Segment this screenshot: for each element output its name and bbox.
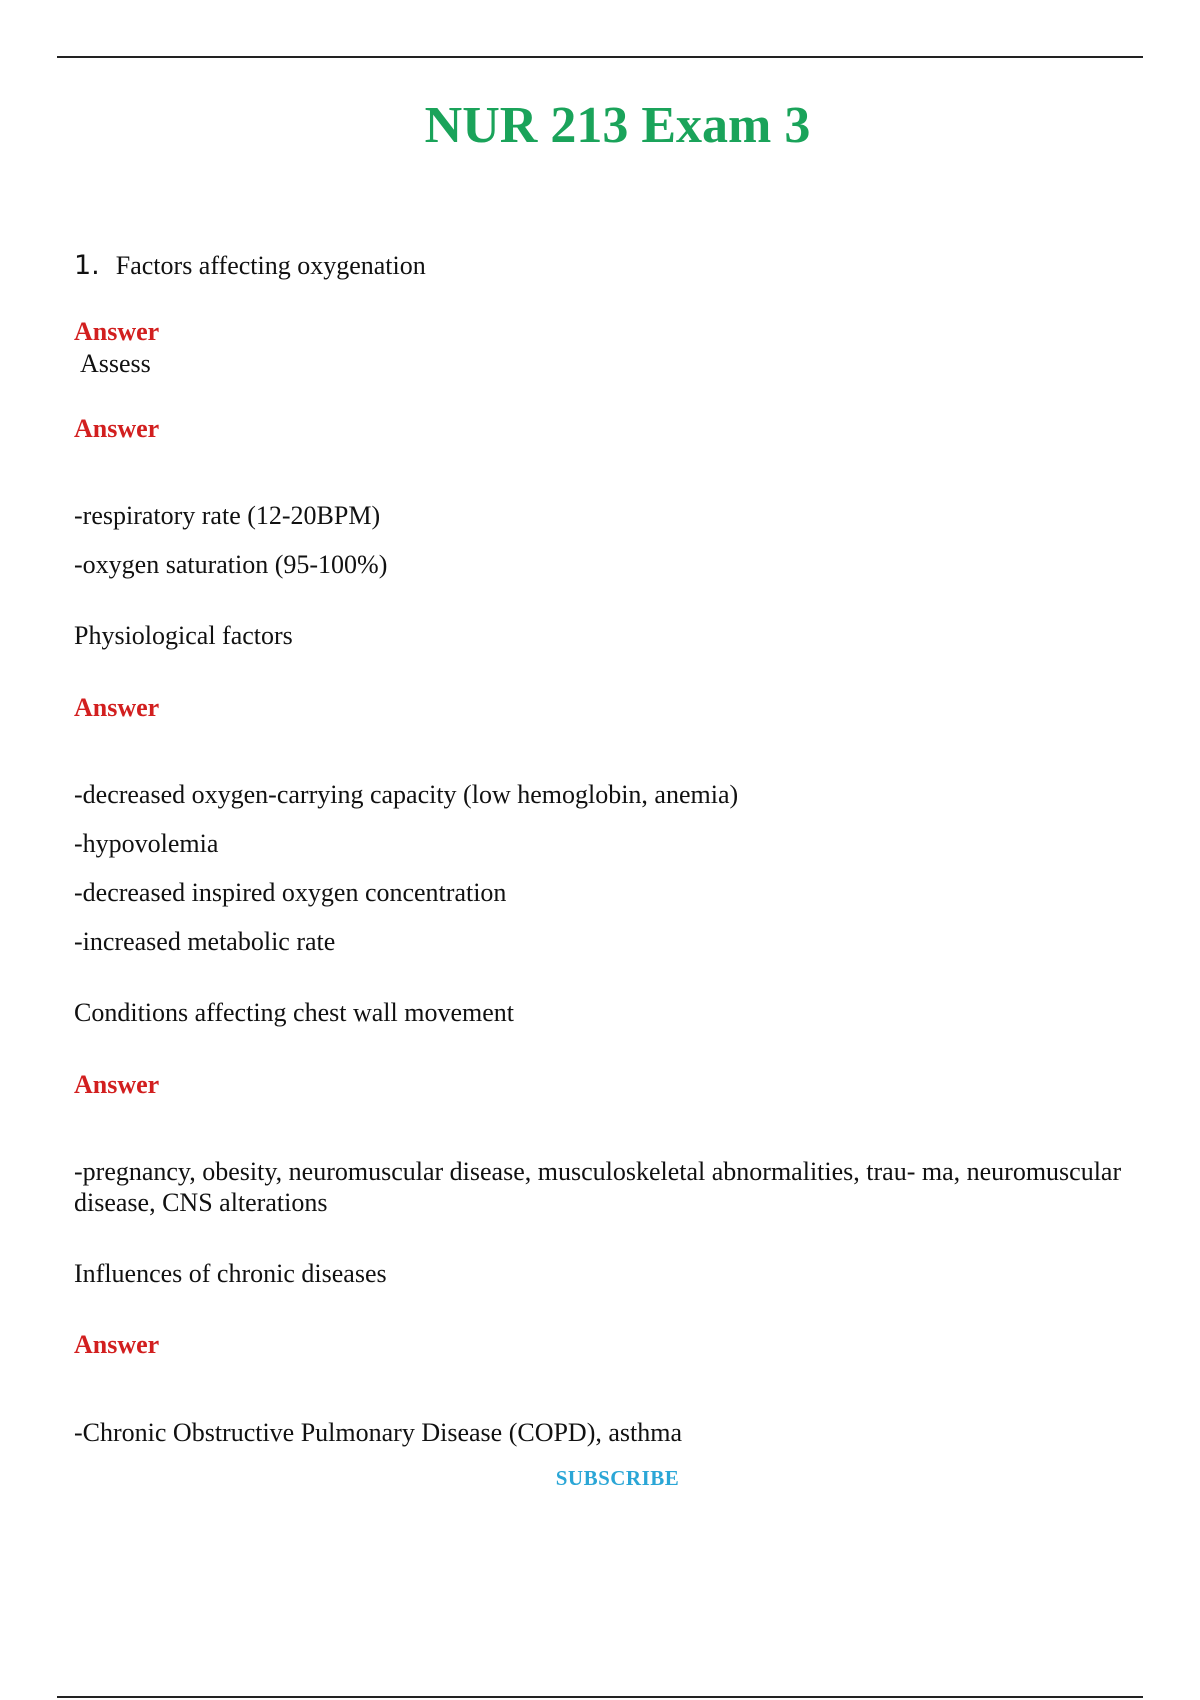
answer-item: -hypovolemia	[74, 828, 219, 858]
question-1	[74, 250, 1134, 282]
answer-label: Answer	[74, 1069, 160, 1099]
answer-item: -decreased inspired oxygen concentration	[74, 878, 507, 908]
answer-label: Answer	[74, 413, 160, 443]
question-text: Factors affecting oxygenation	[115, 251, 426, 280]
answer-label: Answer	[74, 317, 160, 347]
section-heading: Physiological factors	[74, 621, 293, 651]
answer-item: -pregnancy, obesity, neuromuscular disease, musculoskeletal abnormalities, trau- ma, neuromuscular disease, CNS alterations	[74, 1156, 1122, 1218]
page-title: NUR 213 Exam 3	[424, 97, 811, 154]
answer-item: -oxygen saturation (95-100%)	[74, 550, 388, 580]
answer-item: -Chronic Obstructive Pulmonary Disease (COPD), asthma	[74, 1417, 683, 1447]
document-body	[74, 250, 1134, 1448]
bottom-rule	[57, 1696, 1143, 1698]
subscribe-link[interactable]: SUBSCRIBE	[555, 1466, 680, 1490]
answer-text: Assess	[80, 348, 151, 378]
section-heading: Conditions affecting chest wall movement	[74, 998, 514, 1028]
top-rule	[57, 56, 1143, 58]
question-number: 1.	[74, 250, 100, 281]
section-heading: Influences of chronic diseases	[74, 1259, 387, 1289]
answer-item: -increased metabolic rate	[74, 927, 336, 957]
answer-item: -respiratory rate (12-20BPM)	[74, 500, 381, 530]
answer-label: Answer	[74, 692, 160, 722]
answer-label: Answer	[74, 1330, 160, 1360]
answer-item: -decreased oxygen-carrying capacity (low hemoglobin, anemia)	[74, 779, 739, 809]
